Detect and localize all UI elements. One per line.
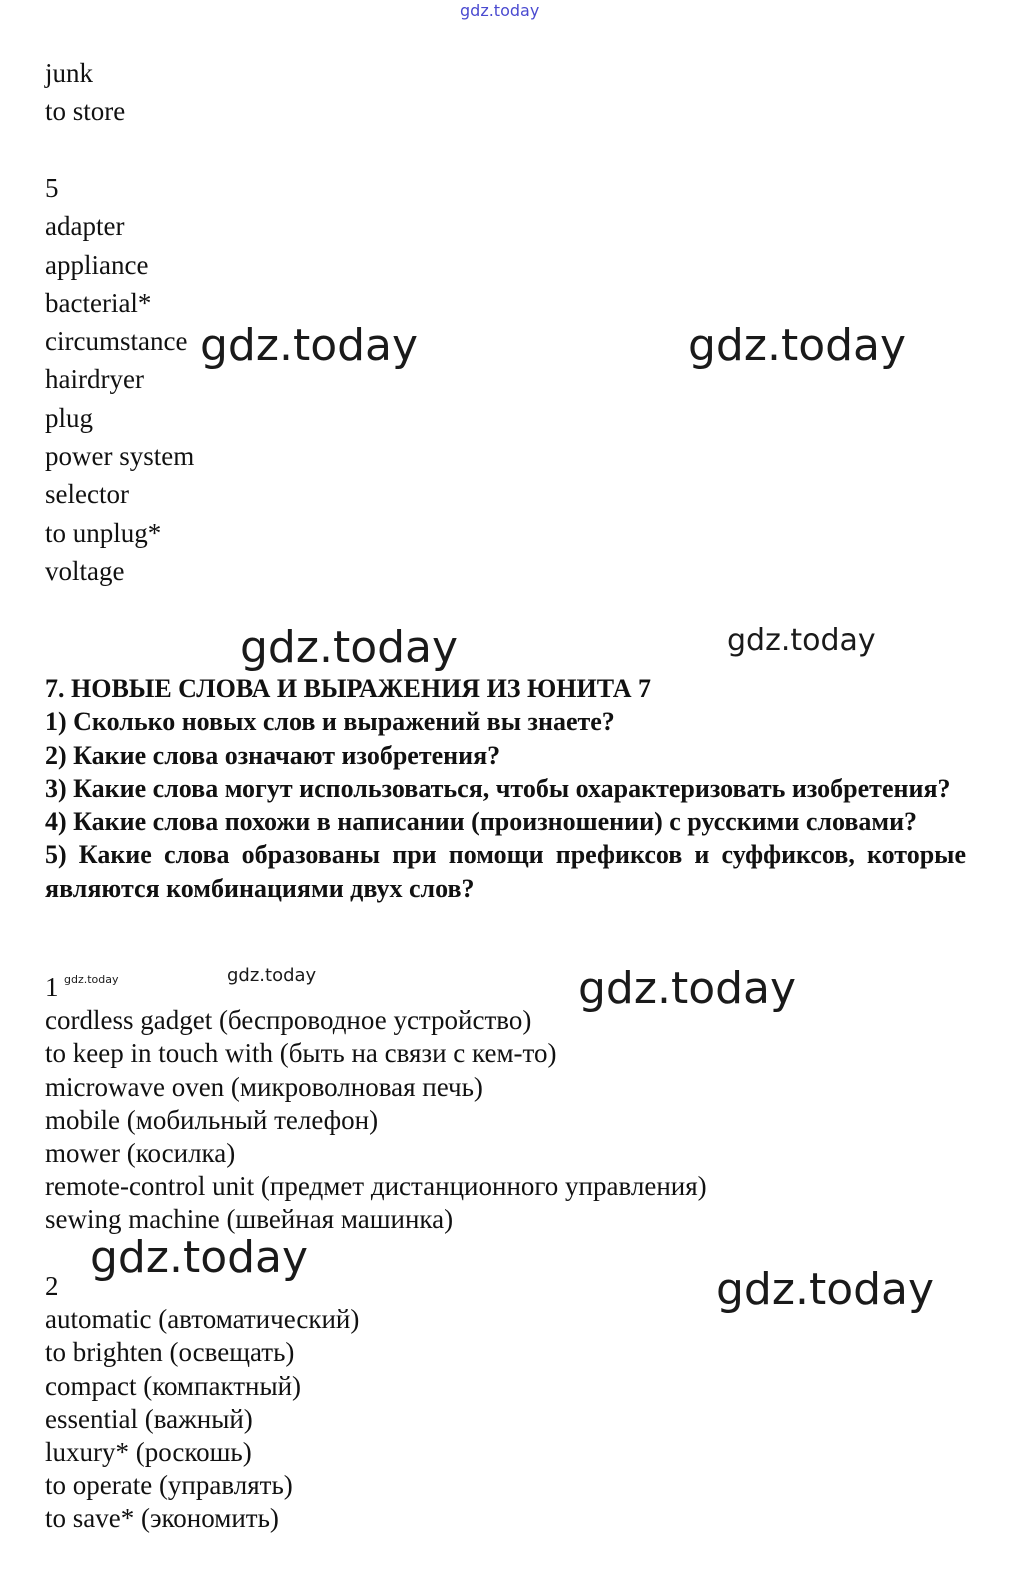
word-item: circumstance	[45, 326, 188, 357]
word-item: hairdryer	[45, 364, 144, 395]
watermark: gdz.today	[64, 973, 119, 986]
word-item: to save* (экономить)	[45, 1503, 279, 1534]
group-2	[45, 1270, 359, 1536]
watermark: gdz.today	[227, 965, 317, 986]
word-item: selector	[45, 479, 129, 510]
word-item: microwave oven (микроволновая печь)	[45, 1071, 483, 1102]
section-5	[45, 169, 194, 590]
word-item: voltage	[45, 555, 125, 586]
word-item: luxury* (роскошь)	[45, 1437, 252, 1468]
word-item: remote-control unit (предмет дистанционного управления)	[45, 1171, 707, 1202]
word-item: adapter	[45, 211, 125, 242]
word-item: to unplug*	[45, 517, 162, 548]
watermark: gdz.today	[727, 623, 876, 658]
question: 2) Какие слова означают изобретения?	[45, 740, 501, 770]
word-item: automatic (автоматический)	[45, 1304, 360, 1335]
watermark: gdz.today	[716, 1264, 935, 1315]
watermark: gdz.today	[240, 622, 459, 673]
word-item: to store	[45, 96, 126, 127]
unit7-heading-block	[45, 672, 966, 905]
group-number: 2	[45, 1271, 59, 1301]
word-item: plug	[45, 402, 94, 433]
watermark: gdz.today	[90, 1232, 309, 1283]
watermark-top: gdz.today	[460, 1, 540, 20]
word-item: to brighten (освещать)	[45, 1337, 295, 1368]
top-word-list	[45, 54, 125, 131]
word-item: cordless gadget (беспроводное устройство)	[45, 1005, 532, 1036]
watermark: gdz.today	[578, 963, 797, 1014]
word-item: mower (косилка)	[45, 1138, 236, 1169]
group-number: 1	[45, 972, 59, 1002]
word-item: junk	[45, 58, 94, 88]
unit7-title: 7. НОВЫЕ СЛОВА И ВЫРАЖЕНИЯ ИЗ ЮНИТА 7	[45, 674, 652, 703]
word-item: compact (компактный)	[45, 1370, 302, 1401]
section-number: 5	[45, 173, 59, 203]
word-item: to operate (управлять)	[45, 1470, 293, 1501]
question: 5) Какие слова образованы при помощи префиксов и суффиксов, которые являются комбинациями двух слов?	[45, 840, 966, 903]
word-item: mobile (мобильный телефон)	[45, 1104, 379, 1135]
watermark: gdz.today	[688, 320, 907, 371]
word-item: appliance	[45, 249, 149, 280]
question: 4) Какие слова похожи в написании (произношении) с русскими словами?	[45, 807, 918, 837]
group-1	[45, 971, 707, 1237]
word-item: power system	[45, 441, 195, 472]
word-item: bacterial*	[45, 287, 152, 318]
word-item: to keep in touch with (быть на связи с кем-то)	[45, 1038, 557, 1069]
question: 1) Сколько новых слов и выражений вы знаете?	[45, 707, 615, 737]
word-item: sewing machine (швейная машинка)	[45, 1204, 454, 1235]
watermark: gdz.today	[200, 320, 419, 371]
word-item: essential (важный)	[45, 1403, 253, 1434]
question: 3) Какие слова могут использоваться, чтобы охарактеризовать изобретения?	[45, 773, 951, 803]
